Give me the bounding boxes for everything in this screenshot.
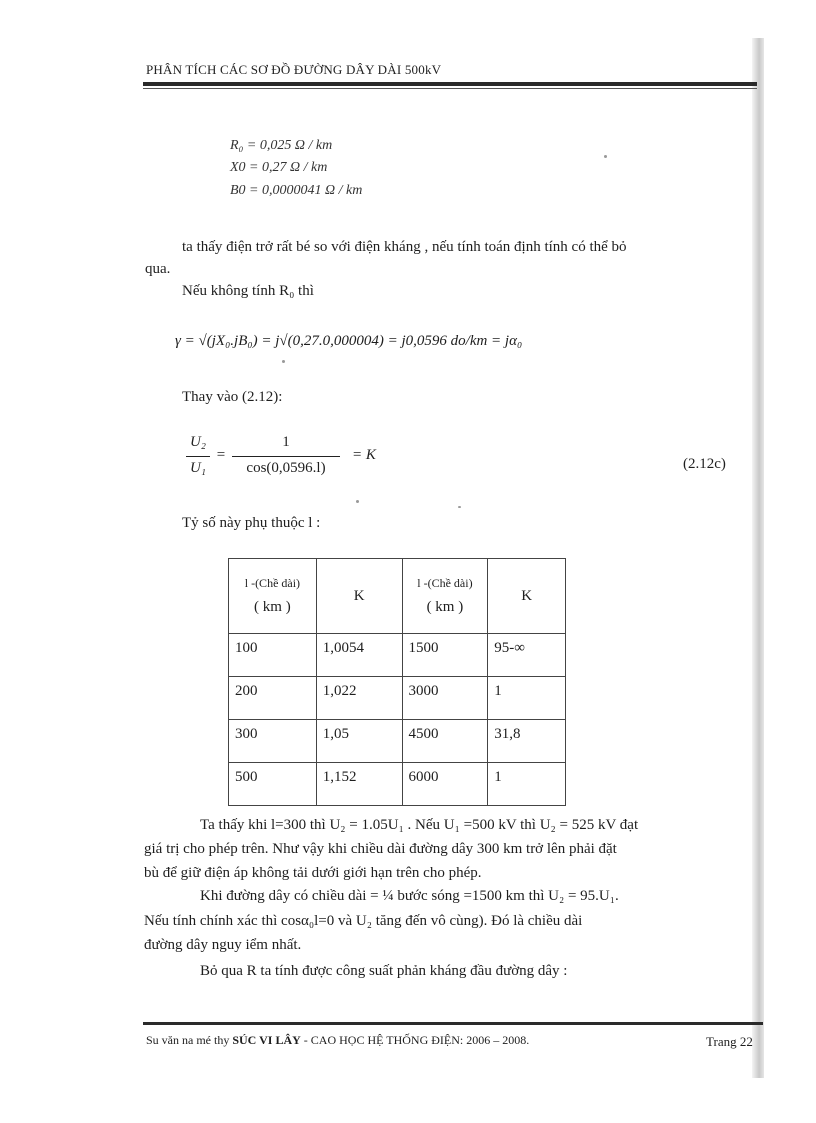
table-header-l: l -(Chề dài) bbox=[244, 576, 301, 590]
table-header-cell bbox=[229, 559, 317, 634]
fraction-bar bbox=[186, 456, 210, 457]
scan-speck bbox=[458, 506, 461, 508]
table-row bbox=[229, 677, 566, 720]
paragraph-line: Thay vào (2.12): bbox=[182, 389, 283, 405]
scan-speck bbox=[604, 155, 607, 158]
param-x0: X0 = 0,27 Ω / km bbox=[230, 160, 328, 175]
page-header-title: PHÂN TÍCH CÁC SƠ ĐỒ ĐƯỜNG DÂY DÀI 500kV bbox=[146, 62, 442, 77]
body-line: giá trị cho phép trên. Như vậy khi chiều dài đường dây 300 km trở lên phải đặt bbox=[144, 841, 617, 857]
equation-number: (2.12c) bbox=[683, 456, 726, 472]
table-cell: 1,05 bbox=[316, 720, 402, 763]
fraction-denominator: U₁ bbox=[189, 460, 207, 476]
table-cell: 31,8 bbox=[488, 720, 566, 763]
table-cell: 6000 bbox=[402, 763, 488, 806]
footer-page-number: Trang 22 bbox=[706, 1034, 753, 1049]
table-cell: 1,152 bbox=[316, 763, 402, 806]
footer-prefix: Su văn na mé thy bbox=[146, 1033, 233, 1047]
table-cell: 1,0054 bbox=[316, 634, 402, 677]
table-row bbox=[229, 720, 566, 763]
footer-suffix: - CAO HỌC HỆ THỐNG ĐIỆN: 2006 – 2008. bbox=[300, 1033, 530, 1047]
fraction-numerator: U₂ bbox=[189, 434, 207, 450]
body-line: Khi đường dây có chiều dài = ¼ bước sóng =1500 km thì U₂ = 95.U₁. bbox=[200, 888, 619, 904]
param-r0: R₀ = 0,025 Ω / km bbox=[230, 138, 333, 153]
table-cell: 1,022 bbox=[316, 677, 402, 720]
paragraph-line: Tỷ số này phụ thuộc l : bbox=[182, 515, 321, 531]
table-header-cell bbox=[402, 559, 488, 634]
table-cell: 500 bbox=[229, 763, 317, 806]
body-line: bù để giữ điện áp không tải dưới giới hạn trên cho phép. bbox=[144, 865, 482, 881]
table-cell: 1500 bbox=[402, 634, 488, 677]
table-cell: 95-∞ bbox=[488, 634, 566, 677]
table-header-row bbox=[229, 559, 566, 634]
scan-speck bbox=[356, 500, 359, 503]
table-cell: 1 bbox=[488, 677, 566, 720]
fraction-denominator: cos(0,0596.l) bbox=[246, 460, 326, 476]
paragraph-line: qua. bbox=[145, 261, 171, 277]
table-row bbox=[229, 763, 566, 806]
footer-author-line bbox=[146, 1033, 529, 1048]
table-cell: 100 bbox=[229, 634, 317, 677]
body-line: Bỏ qua R ta tính được công suất phản kháng đầu đường dây : bbox=[200, 963, 568, 979]
table-header-unit: ( km ) bbox=[426, 599, 464, 615]
table-cell: 300 bbox=[229, 720, 317, 763]
page-edge-shadow bbox=[752, 38, 764, 1078]
equals-sign: = bbox=[216, 447, 226, 463]
table-cell: 1 bbox=[488, 763, 566, 806]
table-row bbox=[229, 634, 566, 677]
footer-rule bbox=[143, 1022, 763, 1025]
gamma-formula: γ = √(jX₀.jB₀) = j√(0,27.0,000004) = j0,0596 do/km = jα₀ bbox=[175, 333, 523, 349]
body-line: Nếu tính chính xác thì cosα₀l=0 và U₂ tăng đến vô cùng). Đó là chiều dài bbox=[144, 913, 583, 929]
header-rule-thin bbox=[143, 88, 757, 89]
table-header-k: K bbox=[316, 559, 402, 634]
table-header-l: l -(Chề dài) bbox=[417, 576, 473, 590]
table-header-k: K bbox=[488, 559, 566, 634]
paragraph-line: Nếu không tính R₀ thì bbox=[182, 283, 314, 299]
fraction-bar bbox=[232, 456, 340, 457]
scan-speck bbox=[282, 360, 285, 363]
body-line: đường dây nguy iểm nhất. bbox=[144, 937, 302, 953]
table-header-unit: ( km ) bbox=[254, 599, 291, 615]
header-rule bbox=[143, 82, 757, 86]
table-cell: 200 bbox=[229, 677, 317, 720]
fraction-result: = K bbox=[352, 447, 376, 463]
table-cell: 4500 bbox=[402, 720, 488, 763]
fraction-numerator: 1 bbox=[282, 434, 290, 450]
length-k-table bbox=[228, 558, 566, 806]
footer-author: SÚC VI LÂY bbox=[232, 1033, 301, 1047]
param-b0: B0 = 0,0000041 Ω / km bbox=[230, 183, 363, 198]
table-cell: 3000 bbox=[402, 677, 488, 720]
body-line: Ta thấy khi l=300 thì U₂ = 1.05U₁ . Nếu U₁ =500 kV thì U₂ = 525 kV đạt bbox=[200, 817, 639, 833]
paragraph-line: ta thấy điện trở rất bé so với điện kháng , nếu tính toán định tính có thể bỏ bbox=[182, 239, 627, 255]
